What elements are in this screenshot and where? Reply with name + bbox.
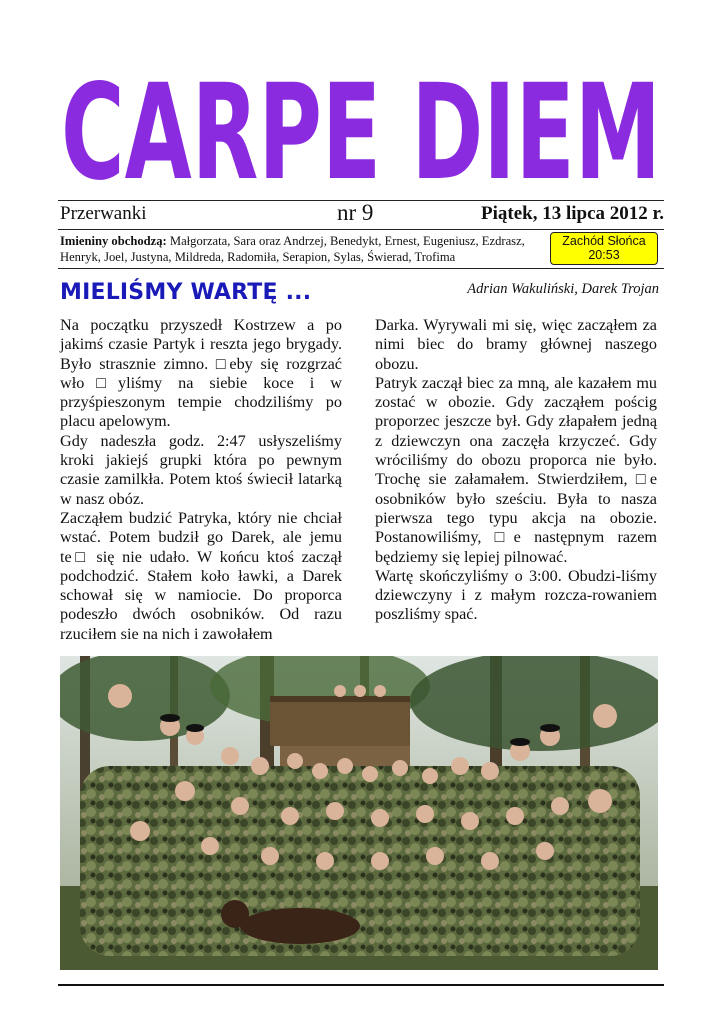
nameday-box	[60, 233, 550, 265]
article-paragraph: Gdy nadeszła godz. 2:47 usłyszeliśmy kroki jakiejś grupki która po pewnym czasie zamilkła. Potem ktoś świecił latarką w nasz obóz.	[60, 431, 342, 508]
place-name: Przerwanki	[60, 203, 147, 224]
masthead-title	[58, 46, 664, 196]
article-paragraph: Wartę skończyliśmy o 3:00. Obudzi-liśmy dziewczyny i z małym rozcza-rowaniem poszliśmy spać.	[375, 566, 657, 624]
sunset-time: 20:53	[588, 248, 620, 262]
masthead-text: CARPE DIEM	[61, 56, 661, 196]
nameday-label: Imieniny obchodzą:	[60, 234, 167, 248]
issue-number: nr 9	[337, 200, 374, 225]
header-rule-bottom	[58, 268, 664, 269]
article-paragraph: Patryk zaczął biec za mną, ale kazałem mu zostać w obozie. Gdy zacząłem pościg proporzec jeszcze był. Gdy złapałem jedną z dziewczyn ona zaczęła krzyczeć. Gdy wróciliśmy do obozu proporca nie było. Trochę sie załamałem. Stwierdziłem, □e osobników było sześciu. Była to nasza pierwsza tego typu akcja na obozie. Postanowiliśmy, □e następnym razem będziemy się lepiej pilnować.	[375, 373, 657, 566]
article-paragraph: Na początku przyszedł Kostrzew a po jakimś czasie Partyk i reszta jego brygady. Było strasznie zimno. □eby się rozgrzać wło□yliśmy na siebie koce i w przyśpieszonym tempie chodziliśmy po placu apelowym.	[60, 316, 342, 431]
article-paragraph: Darka. Wyrywali mi się, więc zacząłem za nimi biec do bramy głównej naszego obozu.	[375, 316, 657, 373]
article-column-left	[60, 316, 342, 644]
sunset-badge	[550, 232, 658, 265]
group-photo	[60, 656, 658, 970]
issue-date: Piątek, 13 lipca 2012 r.	[481, 203, 664, 224]
article-column-right	[375, 316, 657, 625]
article-authors: Adrian Wakuliński, Darek Trojan	[467, 281, 659, 297]
header-rule-mid	[58, 229, 664, 230]
footer-rule	[58, 984, 664, 986]
article-headline: MIELIŚMY WARTĘ ...	[60, 280, 312, 305]
sunset-label: Zachód Słońca	[562, 234, 646, 248]
nameday-names: Małgorzata, Sara oraz Andrzej, Benedykt, Ernest, Eugeniusz, Ezdrasz, Henryk, Joel, Justyna, Mildreda, Radomiła, Serapion, Sylas, Świerad, Trofima	[60, 234, 525, 264]
article-paragraph: Zacząłem budzić Patryka, który nie chciał wstać. Potem budził go Darek, ale jemu te□ się nie udało. W końcu ktoś zaczął podchodzić. Stałem koło ławki, a Darek schował się w namiocie. Do proporca podeszło dwóch osobników. Od razu rzuciłem sie na nich i zawołałem	[60, 508, 342, 643]
